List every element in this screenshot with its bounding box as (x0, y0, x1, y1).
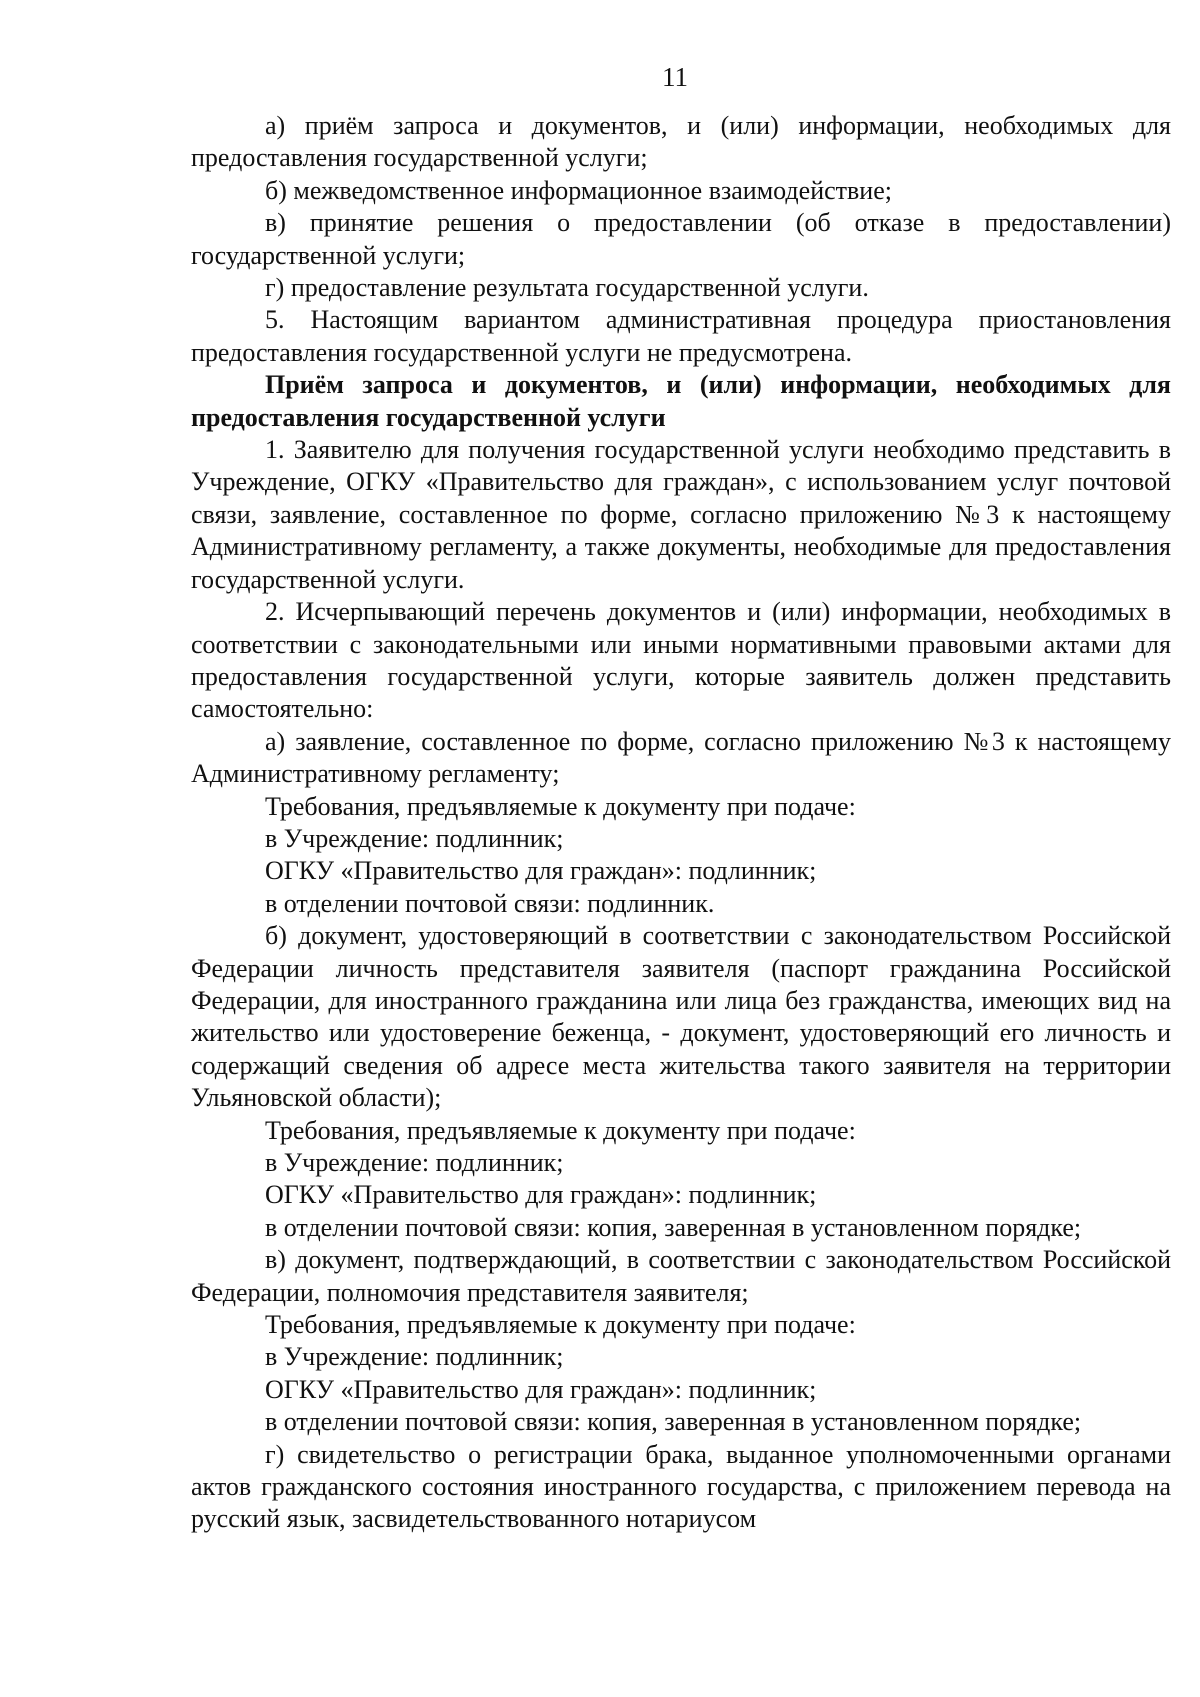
list-item-v: в) принятие решения о предоставлении (об отказе в предоставлении) государственной услуги; (191, 208, 1171, 270)
requirements-label: Требования, предъявляемые к документу при подаче: (265, 1310, 856, 1340)
document-item-b: б) документ, удостоверяющий в соответствии с законодательством Российской Федерации личность представителя заявителя (паспорт гражданина Российской Федерации, для иностранного гражданина или лица без гражданства, имеющих вид на жительство или удостоверение беженца, - документ, удостоверяющий его личность и содержащий сведения об адресе места жительства такого заявителя на территории Ульяновской области); (191, 921, 1171, 1113)
requirement-post: в отделении почтовой связи: копия, заверенная в установленном порядке; (265, 1407, 1082, 1437)
requirement-post: в отделении почтовой связи: подлинник. (265, 888, 715, 918)
requirements-label: Требования, предъявляемые к документу при подаче: (265, 1115, 856, 1145)
list-item-a: а) приём запроса и документов, и (или) информации, необходимых для предоставления государственной услуги; (191, 111, 1171, 173)
requirement-ogku: ОГКУ «Правительство для граждан»: подлинник; (265, 1374, 817, 1404)
paragraph-2: 2. Исчерпывающий перечень документов и (или) информации, необходимых в соответствии с законодательными или иными нормативными правовыми актами для предоставления государственной услуги, которые заявитель должен представить самостоятельно: (191, 597, 1171, 724)
paragraph-5: 5. Настоящим вариантом административная процедура приостановления предоставления государственной услуги не предусмотрена. (191, 305, 1171, 367)
section-heading: Приём запроса и документов, и (или) информации, необходимых для предоставления государственной услуги (191, 370, 1171, 432)
list-item-g: г) предоставление результата государственной услуги. (265, 273, 869, 303)
paragraph-1: 1. Заявителю для получения государственной услуги необходимо представить в Учреждение, ОГКУ «Правительство для граждан», с использованием услуг почтовой связи, заявление, составленное по форме, согласно приложению №3 к настоящему Административному регламенту, а также документы, необходимые для предоставления государственной услуги. (191, 435, 1171, 594)
document-item-v: в) документ, подтверждающий, в соответствии с законодательством Российской Федерации, полномочия представителя заявителя; (191, 1245, 1171, 1307)
page-number: 11 (662, 62, 688, 92)
requirement-institution: в Учреждение: подлинник; (265, 1342, 564, 1372)
list-item-b: б) межведомственное информационное взаимодействие; (265, 175, 892, 205)
requirements-label: Требования, предъявляемые к документу при подаче: (265, 791, 856, 821)
requirement-ogku: ОГКУ «Правительство для граждан»: подлинник; (265, 856, 817, 886)
document-item-a: а) заявление, составленное по форме, согласно приложению №3 к настоящему Административному регламенту; (191, 726, 1171, 789)
document-item-g: г) свидетельство о регистрации брака, выданное уполномоченными органами актов гражданского состояния иностранного государства, с приложением перевода на русский язык, засвидетельствованного нотариусом (191, 1439, 1171, 1534)
requirement-post: в отделении почтовой связи: копия, заверенная в установленном порядке; (265, 1212, 1082, 1242)
requirement-ogku: ОГКУ «Правительство для граждан»: подлинник; (265, 1180, 817, 1210)
document-body (191, 110, 1171, 1536)
requirement-institution: в Учреждение: подлинник; (265, 823, 564, 853)
requirement-institution: в Учреждение: подлинник; (265, 1148, 564, 1177)
